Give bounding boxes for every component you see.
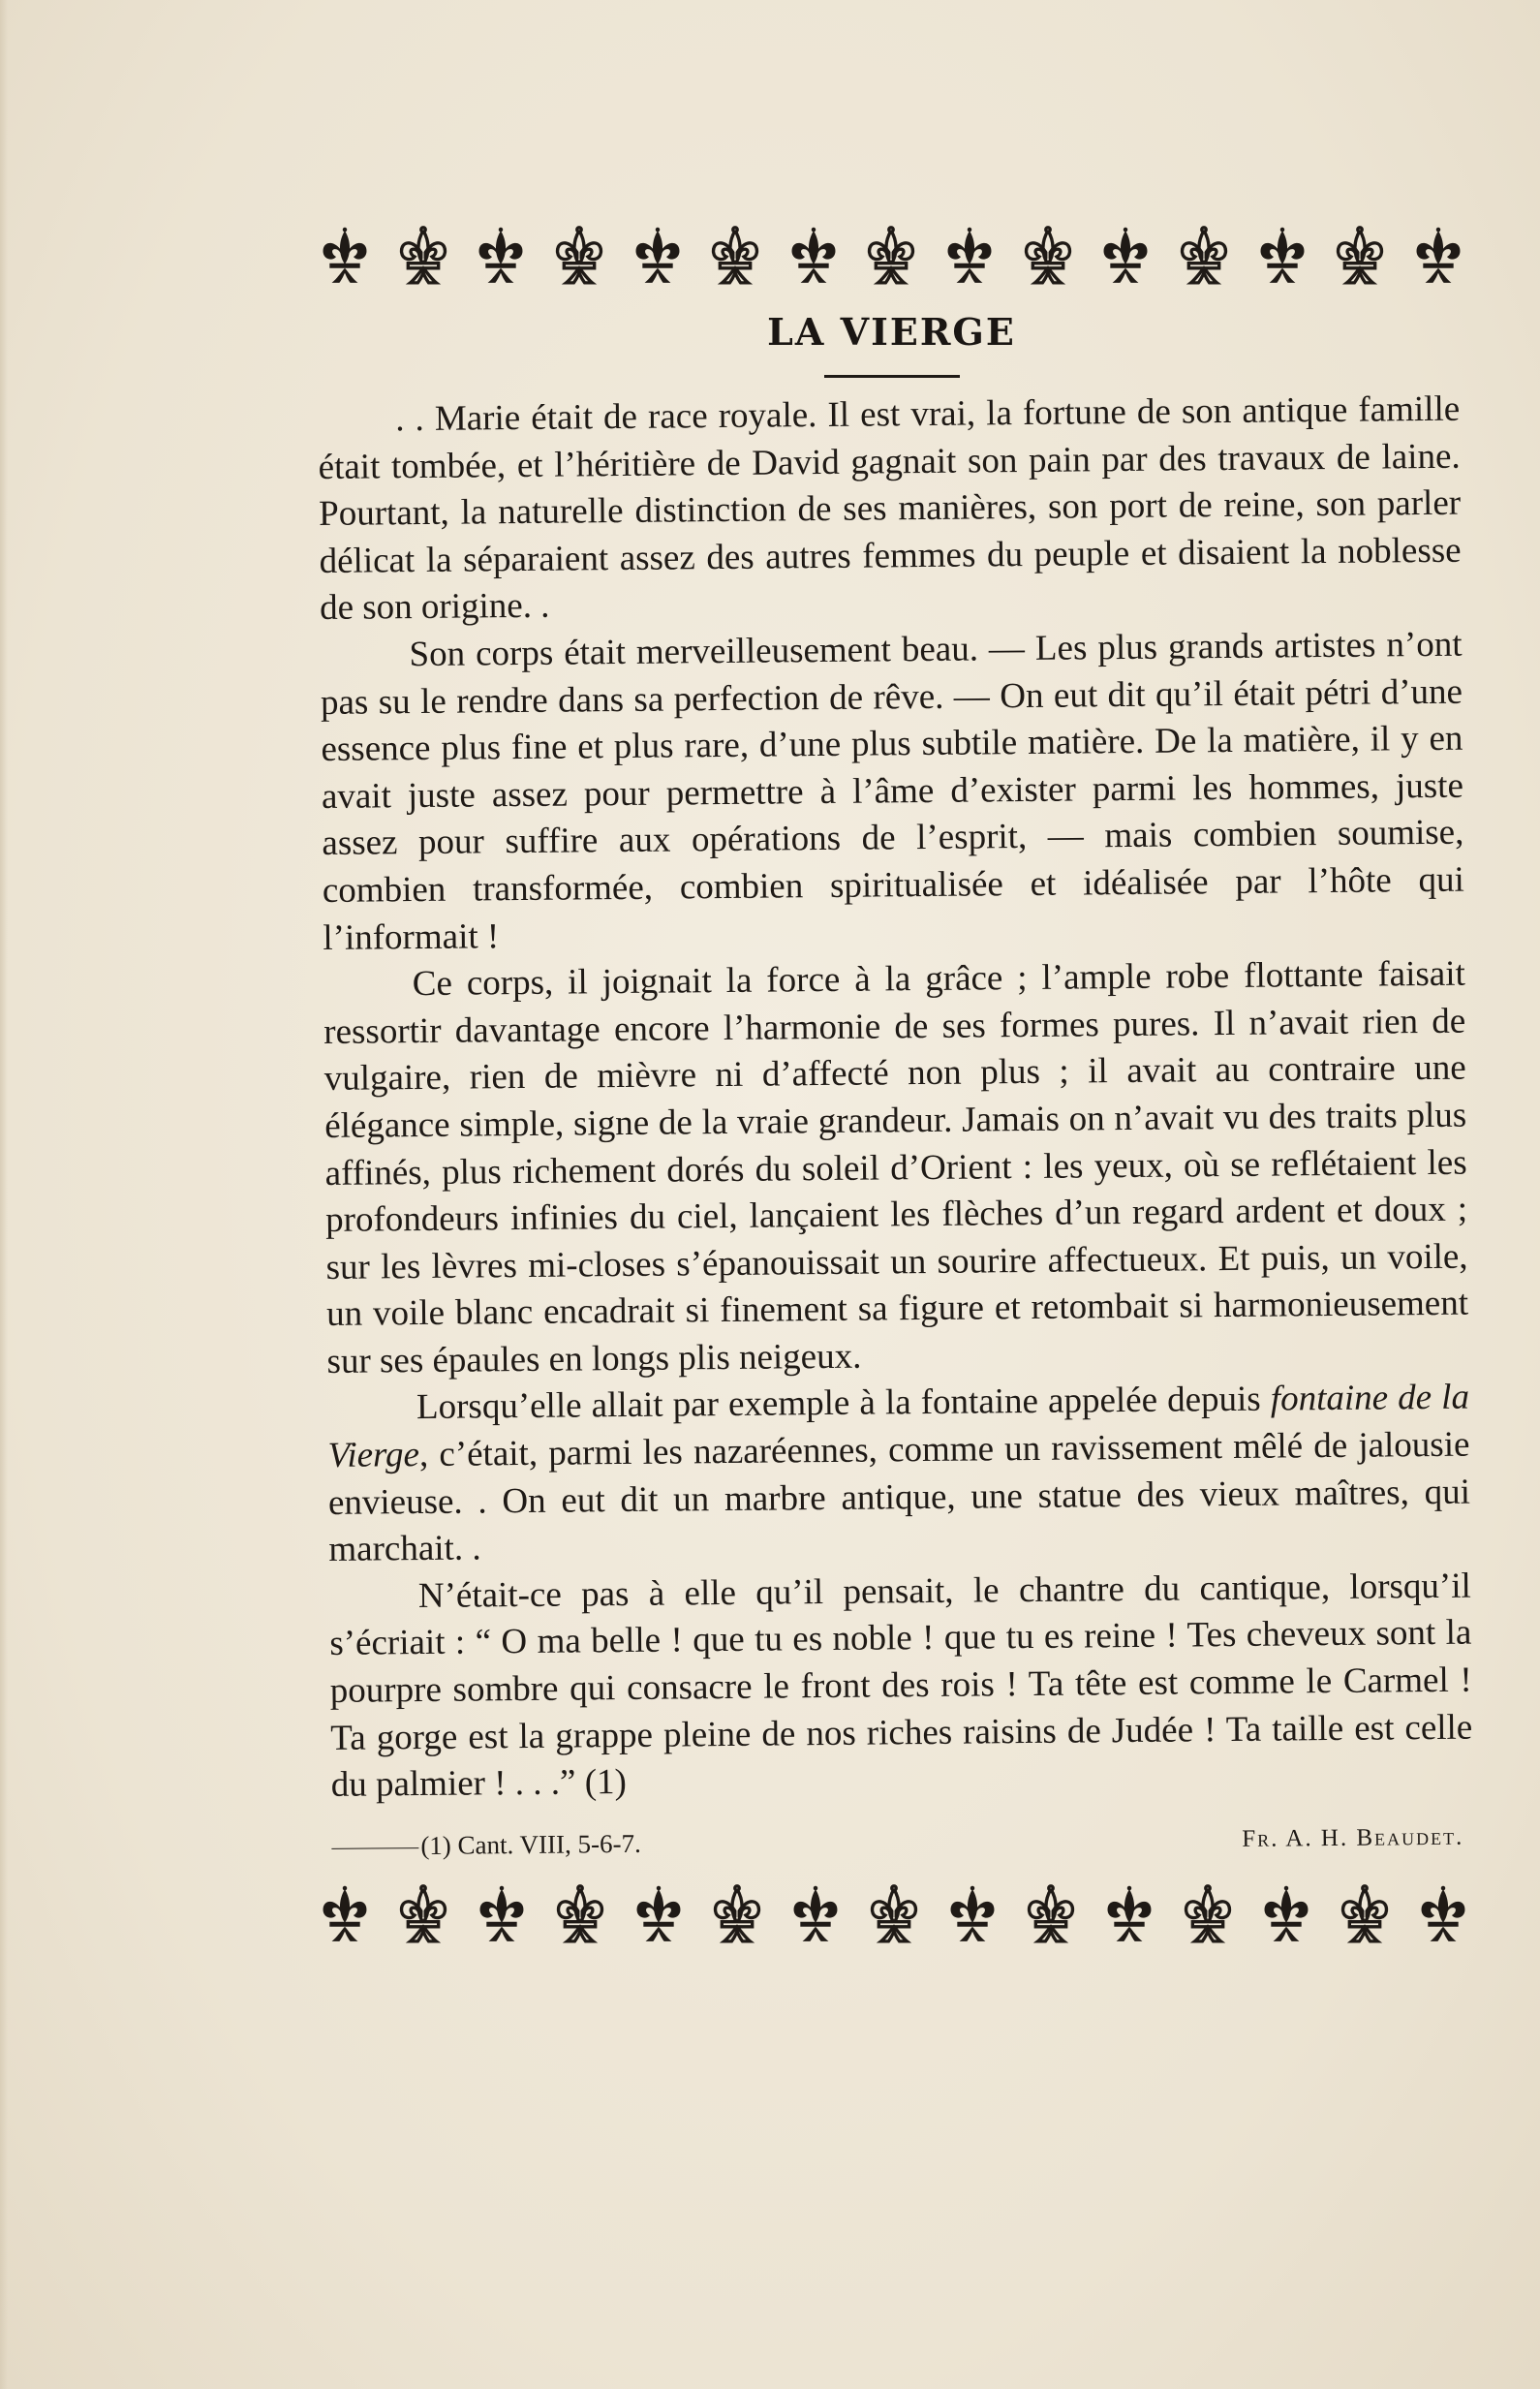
paragraph-3: Ce corps, il joignait la force à la grâce ; l’ample robe flottante faisait ressortir davantage encore l’harmonie de ses formes pures. Il n’avait rien de vulgaire, rien de mièvre ni d’affecté non plus ; il avait au contraire une élégance simple, signe de la vraie grandeur. Jamais on n’avait vu des traits plus affinés, plus richement dorés du soleil d’Orient : les yeux, où se reflétaient les profondeurs infinies du ciel, lançaient les flèches d’un regard ardent et doux ; sur les lèvres mi-closes s’épanouissait un sourire affectueux. Et puis, un voile, un voile blanc encadrait si finement sa figure et retombait si harmonieusement sur ses épaules en longs plis neigeux. bbox=[323, 953, 1469, 1381]
fleur-de-lis-icon bbox=[1255, 225, 1309, 289]
fleur-de-lis-icon bbox=[318, 225, 372, 289]
footnote-rule bbox=[331, 1847, 418, 1849]
paragraph-4-end: , c’était, parmi les nazaréennes, comme un ravissement mêlé de jalousie envieuse. . On eut dit un marbre antique, une statue des vieux maîtres, qui marchait. . bbox=[327, 1424, 1471, 1570]
article-body bbox=[318, 387, 1480, 1873]
fleur-de-lis-icon bbox=[631, 1883, 686, 1947]
fleur-de-lis-icon bbox=[864, 225, 918, 289]
fleur-de-lis-icon bbox=[1102, 1883, 1156, 1947]
author-signature: Fr. A. H. Beaudet. bbox=[1242, 1823, 1464, 1852]
fleur-de-lis-icon bbox=[1416, 1883, 1470, 1947]
paragraph-4 bbox=[327, 1375, 1471, 1574]
fleur-de-lis-icon bbox=[475, 1883, 529, 1947]
bottom-ornament-border bbox=[318, 1879, 1470, 1951]
paragraph-1: . . Marie était de race royale. Il est vrai, la fortune de son antique famille était tombée, et l’héritière de David gagnait son pain par des travaux de laine. Pourtant, la naturelle distinction de ses manières, son port de reine, son parler délicat la séparaient assez des autres femmes du peuple et disaient la noblesse de son origine. . bbox=[318, 388, 1462, 629]
fleur-de-lis-icon bbox=[1024, 1883, 1078, 1947]
fleur-de-lis-icon bbox=[942, 225, 997, 289]
footnote bbox=[331, 1820, 641, 1871]
fleur-de-lis-icon bbox=[1177, 225, 1231, 289]
fleur-de-lis-icon bbox=[786, 225, 841, 289]
italic-fountain-name: fontaine de la Vierge bbox=[327, 1378, 1470, 1476]
fleur-de-lis-icon bbox=[318, 1883, 372, 1947]
article-title: LA VIERGE bbox=[767, 310, 1016, 354]
fleur-de-lis-icon bbox=[1098, 225, 1153, 289]
fleur-de-lis-icon bbox=[553, 1883, 607, 1947]
paragraph-2: Son corps était merveilleusement beau. — Les plus grands artistes n’ont pas su le rendre dans sa perfection de rêve. — On eut dit qu’il était pétri d’une essence plus fine et plus rare, d’une plus subtile matière. De la matière, il y en avait juste assez pour permettre à l’âme d’exister parmi les hommes, juste assez pour suffire aux opérations de l’esprit, — mais combien soumise, combien transformée, combien spiritualisée et idéalisée par l’hôte qui l’informait ! bbox=[320, 624, 1465, 958]
footnote-text: (1) Cant. VIII, 5-6-7. bbox=[420, 1828, 641, 1860]
fleur-de-lis-icon bbox=[708, 225, 762, 289]
page-edge bbox=[0, 0, 8, 2389]
title-rule bbox=[824, 375, 960, 378]
fleur-de-lis-icon bbox=[945, 1883, 1000, 1947]
fleur-de-lis-icon bbox=[1181, 1883, 1235, 1947]
paragraph-4-start: Lorsqu’elle allait par exemple à la fontaine appelée depuis bbox=[416, 1380, 1272, 1428]
fleur-de-lis-icon bbox=[1021, 225, 1075, 289]
paragraph-5: N’était-ce pas à elle qu’il pensait, le chantre du cantique, lorsqu’il s’écriait : “ O ma belle ! que tu es noble ! que tu es reine ! Tes cheveux sont la pourpre sombre qui consacre le front des rois ! Ta tête est comme le Carmel ! Ta gorge est la grappe pleine de nos riches raisins de Judée ! Ta taille est celle du palmier ! . . .” (1) bbox=[329, 1566, 1473, 1806]
fleur-de-lis-icon bbox=[788, 1883, 843, 1947]
fleur-de-lis-icon bbox=[474, 225, 528, 289]
fleur-de-lis-icon bbox=[1411, 225, 1465, 289]
article bbox=[318, 221, 1473, 1951]
fleur-de-lis-icon bbox=[396, 1883, 450, 1947]
fleur-de-lis-icon bbox=[710, 1883, 764, 1947]
fleur-de-lis-icon bbox=[396, 225, 450, 289]
fleur-de-lis-icon bbox=[552, 225, 606, 289]
fleur-de-lis-icon bbox=[631, 225, 685, 289]
fleur-de-lis-icon bbox=[1259, 1883, 1313, 1947]
top-ornament-border bbox=[318, 221, 1465, 293]
fleur-de-lis-icon bbox=[1333, 225, 1387, 289]
footer-row bbox=[331, 1812, 1473, 1872]
fleur-de-lis-icon bbox=[867, 1883, 921, 1947]
fleur-de-lis-icon bbox=[1338, 1883, 1392, 1947]
